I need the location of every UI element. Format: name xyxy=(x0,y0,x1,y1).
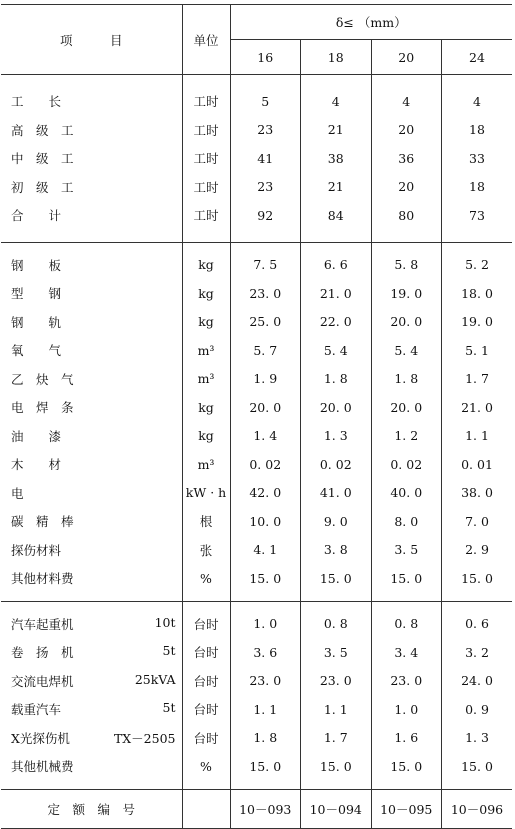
item-cell xyxy=(1,667,182,696)
quota-code-label: 定 额 编 号 xyxy=(47,801,135,817)
labor-section xyxy=(1,75,512,243)
value-cell: 1. 8 xyxy=(371,365,442,394)
value-cell: 8. 0 xyxy=(371,507,442,536)
item-name: 型 钢 xyxy=(11,286,62,302)
item-name: X光探伤机 xyxy=(11,730,70,746)
value-cell: 21. 0 xyxy=(442,393,513,422)
value-cell: 2. 9 xyxy=(442,536,513,565)
value-cell: 0. 8 xyxy=(301,601,372,638)
table-row xyxy=(1,752,512,789)
value-cell: 18 xyxy=(442,173,513,202)
value-cell: 20. 0 xyxy=(371,393,442,422)
value-cell: 1. 3 xyxy=(301,422,372,451)
machinery-section xyxy=(1,601,512,789)
value-cell: 0. 02 xyxy=(230,450,301,479)
item-name: 合 计 xyxy=(11,208,62,224)
unit-cell: m³ xyxy=(182,450,230,479)
value-cell: 5 xyxy=(230,75,301,116)
item-cell xyxy=(1,144,182,173)
value-cell: 3. 8 xyxy=(301,536,372,565)
unit-cell: 台时 xyxy=(182,667,230,696)
value-cell: 41. 0 xyxy=(301,479,372,508)
value-cell: 23. 0 xyxy=(371,667,442,696)
item-name: 其他机械费 xyxy=(11,759,74,775)
item-name: 工 长 xyxy=(11,94,62,110)
table-row xyxy=(1,365,512,394)
table-row xyxy=(1,667,512,696)
value-cell: 1. 1 xyxy=(301,695,372,724)
value-cell: 20 xyxy=(371,173,442,202)
item-cell xyxy=(1,564,182,601)
item-name: 交流电焊机 xyxy=(11,673,74,689)
item-name: 卷 扬 机 xyxy=(11,645,74,661)
value-cell: 15. 0 xyxy=(442,752,513,789)
quota-code: 10－096 xyxy=(442,789,513,828)
table-row xyxy=(1,75,512,116)
item-cell xyxy=(1,695,182,724)
value-cell: 1. 8 xyxy=(301,365,372,394)
item-cell xyxy=(1,536,182,565)
value-cell: 10. 0 xyxy=(230,507,301,536)
item-name: 电 xyxy=(11,485,24,501)
value-cell: 20. 0 xyxy=(301,393,372,422)
value-cell: 1. 2 xyxy=(371,422,442,451)
value-cell: 22. 0 xyxy=(301,308,372,337)
value-cell: 15. 0 xyxy=(442,564,513,601)
value-cell: 3. 6 xyxy=(230,638,301,667)
value-cell: 92 xyxy=(230,201,301,242)
value-cell: 1. 0 xyxy=(371,695,442,724)
value-cell: 5. 2 xyxy=(442,242,513,279)
item-name: 钢 板 xyxy=(11,257,62,273)
value-cell: 6. 6 xyxy=(301,242,372,279)
value-cell: 5. 4 xyxy=(301,336,372,365)
item-cell xyxy=(1,752,182,789)
value-cell: 4. 1 xyxy=(230,536,301,565)
table-row xyxy=(1,422,512,451)
table-row xyxy=(1,393,512,422)
table-row xyxy=(1,695,512,724)
value-cell: 1. 9 xyxy=(230,365,301,394)
value-cell: 4 xyxy=(371,75,442,116)
item-name: 油 漆 xyxy=(11,428,62,444)
header-col-18: 18 xyxy=(301,40,372,75)
value-cell: 1. 7 xyxy=(442,365,513,394)
value-cell: 21 xyxy=(301,116,372,145)
value-cell: 9. 0 xyxy=(301,507,372,536)
value-cell: 19. 0 xyxy=(371,279,442,308)
item-spec: 5t xyxy=(162,643,176,659)
value-cell: 3. 5 xyxy=(371,536,442,565)
item-cell xyxy=(1,450,182,479)
unit-cell: 工时 xyxy=(182,116,230,145)
header-item: 项 目 xyxy=(1,5,182,75)
item-name: 氧 气 xyxy=(11,343,62,359)
table-row xyxy=(1,116,512,145)
item-cell xyxy=(1,479,182,508)
value-cell: 5. 7 xyxy=(230,336,301,365)
item-cell xyxy=(1,724,182,753)
unit-cell: m³ xyxy=(182,336,230,365)
value-cell: 73 xyxy=(442,201,513,242)
item-cell xyxy=(1,422,182,451)
value-cell: 20. 0 xyxy=(230,393,301,422)
unit-cell: 根 xyxy=(182,507,230,536)
value-cell: 21 xyxy=(301,173,372,202)
value-cell: 24. 0 xyxy=(442,667,513,696)
unit-cell: kg xyxy=(182,279,230,308)
value-cell: 20. 0 xyxy=(371,308,442,337)
value-cell: 38 xyxy=(301,144,372,173)
value-cell: 1. 3 xyxy=(442,724,513,753)
item-cell xyxy=(1,336,182,365)
value-cell: 4 xyxy=(301,75,372,116)
unit-cell: 工时 xyxy=(182,201,230,242)
quota-code: 10－094 xyxy=(301,789,372,828)
value-cell: 23 xyxy=(230,116,301,145)
quota-table xyxy=(1,4,512,829)
unit-cell: kg xyxy=(182,393,230,422)
value-cell: 7. 5 xyxy=(230,242,301,279)
item-cell xyxy=(1,601,182,638)
table-row xyxy=(1,242,512,279)
value-cell: 84 xyxy=(301,201,372,242)
value-cell: 36 xyxy=(371,144,442,173)
value-cell: 0. 6 xyxy=(442,601,513,638)
value-cell: 23. 0 xyxy=(230,279,301,308)
item-cell xyxy=(1,279,182,308)
value-cell: 15. 0 xyxy=(301,564,372,601)
item-name: 初 级 工 xyxy=(11,179,74,195)
value-cell: 0. 8 xyxy=(371,601,442,638)
value-cell: 41 xyxy=(230,144,301,173)
value-cell: 19. 0 xyxy=(442,308,513,337)
value-cell: 15. 0 xyxy=(301,752,372,789)
value-cell: 0. 01 xyxy=(442,450,513,479)
value-cell: 1. 1 xyxy=(442,422,513,451)
value-cell: 15. 0 xyxy=(371,564,442,601)
item-name: 其他材料费 xyxy=(11,571,74,587)
unit-cell: 台时 xyxy=(182,724,230,753)
value-cell: 5. 1 xyxy=(442,336,513,365)
item-cell xyxy=(1,393,182,422)
header-col-16: 16 xyxy=(230,40,301,75)
table-row xyxy=(1,638,512,667)
table-row xyxy=(1,279,512,308)
item-cell xyxy=(1,116,182,145)
item-spec: 10t xyxy=(154,614,176,630)
item-cell xyxy=(1,173,182,202)
item-spec: 5t xyxy=(162,700,176,716)
item-name: 电 焊 条 xyxy=(11,400,74,416)
unit-cell: 台时 xyxy=(182,695,230,724)
value-cell: 23. 0 xyxy=(301,667,372,696)
unit-cell: kg xyxy=(182,308,230,337)
value-cell: 1. 4 xyxy=(230,422,301,451)
value-cell: 7. 0 xyxy=(442,507,513,536)
item-name: 载重汽车 xyxy=(11,702,62,718)
value-cell: 15. 0 xyxy=(230,564,301,601)
materials-section xyxy=(1,242,512,601)
item-name: 钢 轨 xyxy=(11,314,62,330)
item-cell xyxy=(1,242,182,279)
value-cell: 80 xyxy=(371,201,442,242)
unit-cell: kg xyxy=(182,422,230,451)
value-cell: 18 xyxy=(442,116,513,145)
value-cell: 33 xyxy=(442,144,513,173)
value-cell: 5. 4 xyxy=(371,336,442,365)
value-cell: 3. 2 xyxy=(442,638,513,667)
value-cell: 25. 0 xyxy=(230,308,301,337)
item-name: 高 级 工 xyxy=(11,122,74,138)
unit-cell: 工时 xyxy=(182,173,230,202)
item-cell xyxy=(1,507,182,536)
table-row xyxy=(1,336,512,365)
table-row xyxy=(1,201,512,242)
item-cell xyxy=(1,201,182,242)
value-cell: 3. 5 xyxy=(301,638,372,667)
value-cell: 3. 4 xyxy=(371,638,442,667)
table-row xyxy=(1,564,512,601)
value-cell: 4 xyxy=(442,75,513,116)
item-spec: TX－2505 xyxy=(113,730,176,746)
unit-cell: 工时 xyxy=(182,144,230,173)
header-col-20: 20 xyxy=(371,40,442,75)
value-cell: 21. 0 xyxy=(301,279,372,308)
unit-cell: % xyxy=(182,752,230,789)
unit-cell: 台时 xyxy=(182,601,230,638)
item-name: 汽车起重机 xyxy=(11,616,74,632)
item-name: 乙 炔 气 xyxy=(11,371,74,387)
item-name: 木 材 xyxy=(11,457,62,473)
value-cell: 15. 0 xyxy=(371,752,442,789)
value-cell: 40. 0 xyxy=(371,479,442,508)
unit-cell: m³ xyxy=(182,365,230,394)
table-row xyxy=(1,479,512,508)
value-cell: 18. 0 xyxy=(442,279,513,308)
value-cell: 0. 02 xyxy=(371,450,442,479)
value-cell: 23 xyxy=(230,173,301,202)
table-row xyxy=(1,507,512,536)
unit-cell: 台时 xyxy=(182,638,230,667)
table-row xyxy=(1,173,512,202)
item-name: 探伤材料 xyxy=(11,542,62,558)
table-row xyxy=(1,450,512,479)
item-spec: 25kVA xyxy=(134,671,176,687)
quota-code: 10－093 xyxy=(230,789,301,828)
value-cell: 1. 0 xyxy=(230,601,301,638)
header-col-24: 24 xyxy=(442,40,513,75)
value-cell: 1. 7 xyxy=(301,724,372,753)
unit-cell: 工时 xyxy=(182,75,230,116)
unit-cell: kW · h xyxy=(182,479,230,508)
table-row xyxy=(1,308,512,337)
value-cell: 20 xyxy=(371,116,442,145)
item-cell xyxy=(1,638,182,667)
quota-code: 10－095 xyxy=(371,789,442,828)
value-cell: 1. 1 xyxy=(230,695,301,724)
value-cell: 15. 0 xyxy=(230,752,301,789)
table-row xyxy=(1,536,512,565)
item-cell xyxy=(1,365,182,394)
header-unit: 单位 xyxy=(182,5,230,75)
header-thickness: δ≤ （mm） xyxy=(230,5,512,40)
value-cell: 0. 02 xyxy=(301,450,372,479)
item-name: 中 级 工 xyxy=(11,151,74,167)
value-cell: 1. 6 xyxy=(371,724,442,753)
value-cell: 38. 0 xyxy=(442,479,513,508)
unit-cell: 张 xyxy=(182,536,230,565)
value-cell: 23. 0 xyxy=(230,667,301,696)
unit-cell: kg xyxy=(182,242,230,279)
item-cell xyxy=(1,75,182,116)
table-row xyxy=(1,144,512,173)
value-cell: 1. 8 xyxy=(230,724,301,753)
unit-cell: % xyxy=(182,564,230,601)
value-cell: 42. 0 xyxy=(230,479,301,508)
table-row xyxy=(1,601,512,638)
item-name: 碳 精 棒 xyxy=(11,514,74,530)
value-cell: 5. 8 xyxy=(371,242,442,279)
item-cell xyxy=(1,308,182,337)
value-cell: 0. 9 xyxy=(442,695,513,724)
table-row xyxy=(1,724,512,753)
